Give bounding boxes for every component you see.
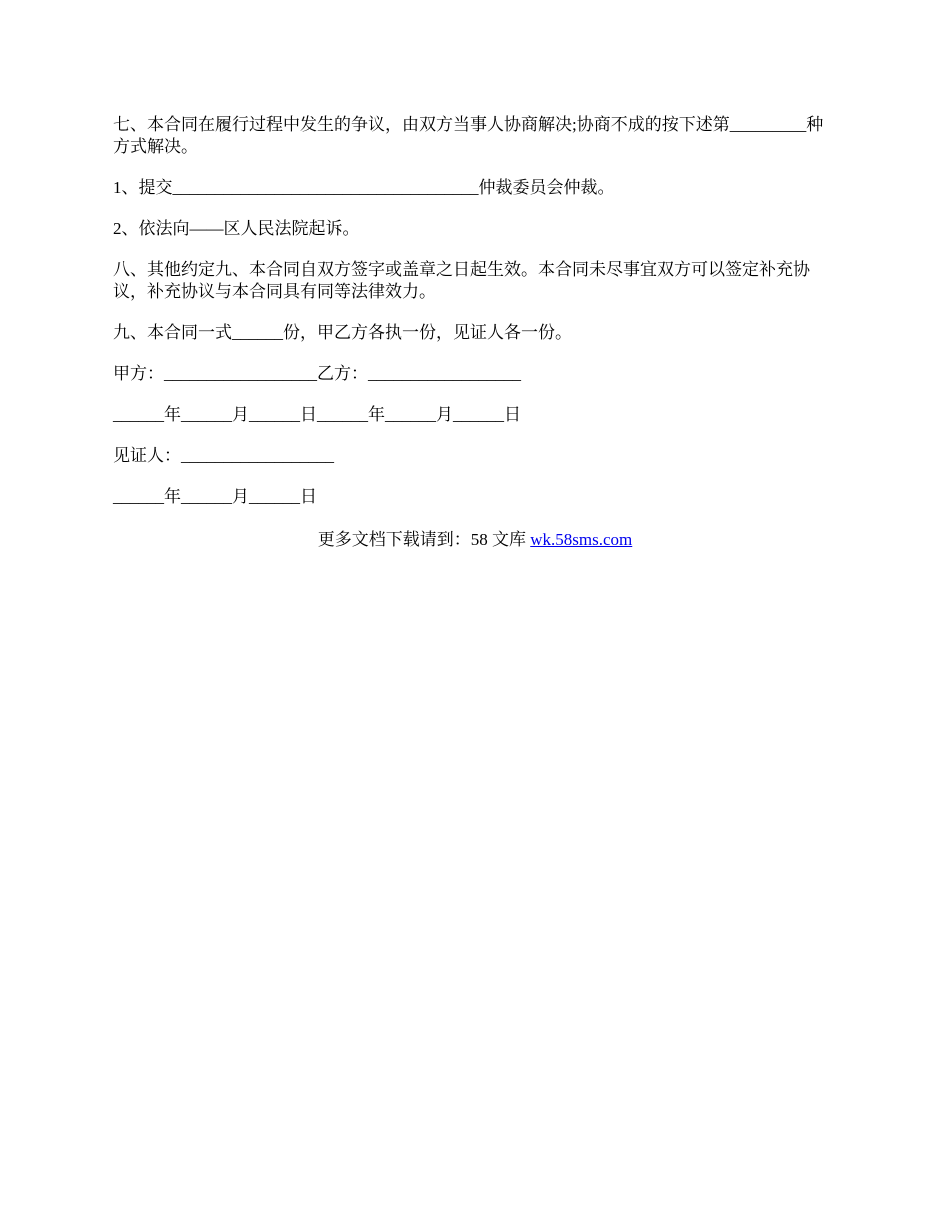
option-court: 2、依法向——区人民法院起诉。 <box>113 219 360 238</box>
contract-body <box>113 114 839 527</box>
option-arbitration: 1、提交____________________________________仲裁委员会仲裁。 <box>113 178 615 197</box>
witness-date: ______年______月______日 <box>113 487 317 506</box>
clause-nine-copies: 九、本合同一式______份，甲乙方各执一份，见证人各一份。 <box>113 323 572 342</box>
footer-link[interactable]: wk.58sms.com <box>530 530 633 549</box>
clause-seven-dispute: 七、本合同在履行过程中发生的争议，由双方当事人协商解决;协商不成的按下述第_________种方式解决。 <box>113 115 824 156</box>
witness-signature: 见证人：__________________ <box>113 446 334 465</box>
clause-eight-other: 八、其他约定九、本合同自双方签字或盖章之日起生效。本合同未尽事宜双方可以签定补充协议，补充协议与本合同具有同等法律效力。 <box>113 260 810 301</box>
footer-text: 更多文档下载请到：58 文库 <box>317 530 531 549</box>
download-footer <box>0 529 950 551</box>
party-dates: ______年______月______日______年______月______日 <box>113 405 521 424</box>
party-signatures: 甲方：__________________乙方：__________________ <box>113 364 521 383</box>
